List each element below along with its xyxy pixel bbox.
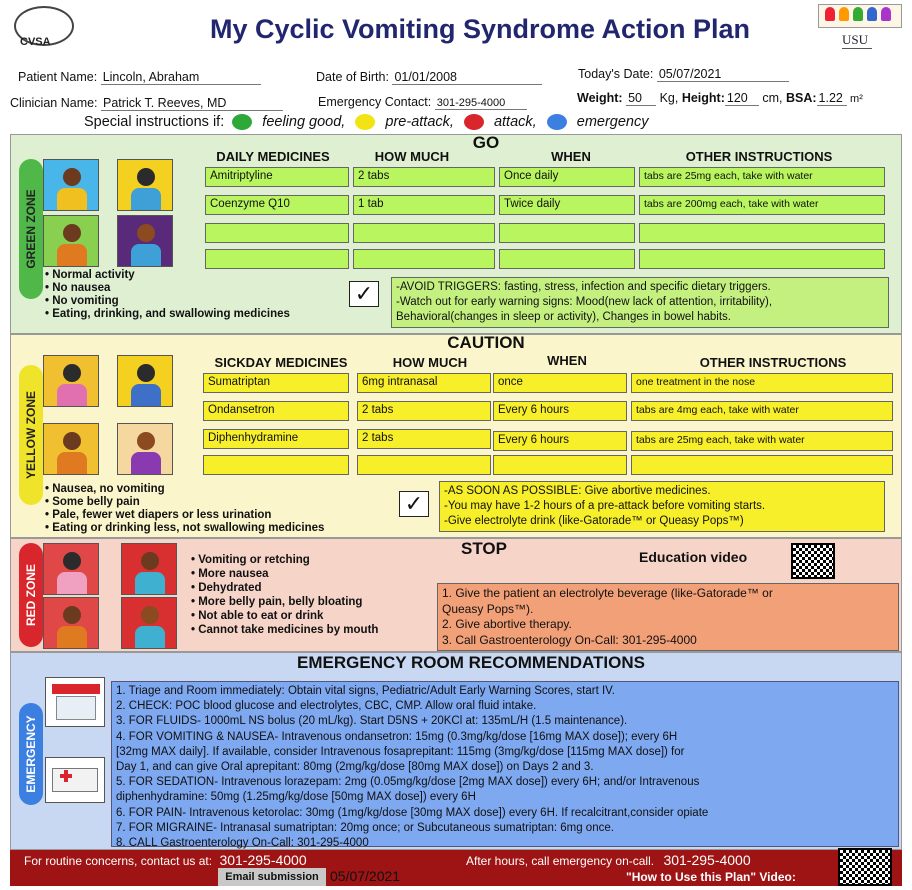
green-header-medicines: DAILY MEDICINES bbox=[216, 149, 330, 164]
green-med-2[interactable]: Coenzyme Q10 bbox=[205, 195, 349, 215]
email-submission-date: 05/07/2021 bbox=[330, 868, 401, 884]
er-line: 2. CHECK: POC blood glucose and electrolytes, CBC, CMP. Allow oral fluid intake. bbox=[116, 700, 537, 713]
emergency-zone bbox=[10, 652, 902, 850]
refusing-medicine-image bbox=[121, 597, 177, 649]
measurements-row bbox=[577, 91, 863, 106]
green-zone-title: GO bbox=[472, 133, 500, 152]
red-zone bbox=[10, 538, 902, 652]
red-symptom: • More belly pain, belly bloating bbox=[191, 596, 363, 608]
green-instr-2[interactable]: tabs are 200mg each, take with water bbox=[639, 195, 885, 215]
green-symptom: • No nausea bbox=[45, 282, 111, 294]
green-dot-icon bbox=[232, 114, 252, 130]
legend-attack: attack, bbox=[493, 114, 537, 130]
green-amount-1[interactable]: 2 tabs bbox=[353, 167, 495, 187]
running-child-image bbox=[43, 159, 99, 211]
emergency-contact-label: Emergency Contact: bbox=[318, 95, 432, 109]
green-when-3[interactable] bbox=[499, 223, 635, 243]
medicine-child-image bbox=[117, 355, 173, 407]
after-hours-phone[interactable]: 301-295-4000 bbox=[663, 852, 751, 868]
yellow-symptom: • Pale, fewer wet diapers or less urination bbox=[45, 509, 272, 521]
todays-date-field[interactable]: 05/07/2021 bbox=[657, 67, 789, 82]
emergency-contact-field[interactable]: 301-295-4000 bbox=[435, 97, 527, 110]
clinician-row bbox=[10, 96, 283, 111]
legend-pre-attack: pre-attack, bbox=[385, 114, 454, 130]
green-symptom: • No vomiting bbox=[45, 295, 119, 307]
red-symptom: • Cannot take medicines by mouth bbox=[191, 624, 379, 636]
emergency-recommendations bbox=[111, 681, 899, 850]
yellow-amount-3[interactable]: 2 tabs bbox=[357, 429, 491, 449]
email-submission-button[interactable]: Email submission bbox=[218, 868, 326, 886]
yellow-instr-1[interactable]: one treatment in the nose bbox=[631, 373, 893, 393]
yellow-note-line: -Give electrolyte drink (like-Gatorade™ or Queasy Pops™) bbox=[444, 515, 744, 527]
ambulance-icon bbox=[45, 757, 105, 803]
red-symptom: • More nausea bbox=[191, 568, 269, 580]
after-hours-contact bbox=[466, 852, 751, 868]
dob-row bbox=[316, 70, 542, 85]
height-field[interactable]: 120 bbox=[725, 91, 759, 106]
yellow-note-line: -You may have 1-2 hours of a pre-attack before vomiting starts. bbox=[444, 500, 766, 512]
red-dot-icon bbox=[464, 114, 484, 130]
green-symptom-list bbox=[45, 269, 290, 321]
green-symptom: • Eating, drinking, and swallowing medicines bbox=[45, 308, 290, 320]
height-unit: cm, bbox=[762, 91, 783, 105]
footer bbox=[10, 850, 902, 886]
er-line: 8. CALL Gastroenterology On-Call: 301-295-4000 bbox=[116, 837, 369, 850]
how-to-video-qr-icon[interactable] bbox=[838, 848, 892, 886]
yellow-zone-label: YELLOW ZONE bbox=[19, 365, 43, 505]
nauseous-child-image bbox=[43, 355, 99, 407]
er-line: 1. Triage and Room immediately: Obtain vital signs, Pediatric/Adult Early Warning Scores, start IV. bbox=[116, 685, 615, 697]
green-note-line: -Watch out for early warning signs: Mood(new lack of attention, irritability), bbox=[396, 296, 773, 308]
yellow-note-line: -AS SOON AS POSSIBLE: Give abortive medicines. bbox=[444, 485, 711, 497]
green-amount-3[interactable] bbox=[353, 223, 495, 243]
emergency-zone-title: EMERGENCY ROOM RECOMMENDATIONS bbox=[297, 653, 645, 672]
weight-field[interactable]: 50 bbox=[626, 91, 656, 106]
green-instr-3[interactable] bbox=[639, 223, 885, 243]
green-med-4[interactable] bbox=[205, 249, 349, 269]
yellow-when-2[interactable]: Every 6 hours bbox=[493, 401, 627, 421]
er-line: [32mg MAX daily]. If available, consider Intravenous fosaprepitant: 115mg (3mg/kg/dose [115mg MAX dose]) for bbox=[116, 745, 685, 758]
patient-name-label: Patient Name: bbox=[18, 70, 98, 84]
yellow-when-3[interactable]: Every 6 hours bbox=[493, 431, 627, 451]
green-instr-4[interactable] bbox=[639, 249, 885, 269]
green-header-instructions: OTHER INSTRUCTIONS bbox=[685, 149, 833, 164]
childrens-logo bbox=[818, 4, 902, 28]
green-header-how-much: HOW MUCH bbox=[374, 149, 450, 164]
dob-field[interactable]: 01/01/2008 bbox=[392, 70, 542, 85]
yellow-notes bbox=[439, 481, 885, 532]
green-when-4[interactable] bbox=[499, 249, 635, 269]
weight-unit: Kg, bbox=[659, 91, 679, 105]
yellow-header-medicines: SICKDAY MEDICINES bbox=[214, 355, 348, 370]
education-video-qr-icon[interactable] bbox=[791, 543, 835, 579]
green-when-2[interactable]: Twice daily bbox=[499, 195, 635, 215]
usu-logo bbox=[842, 32, 868, 48]
routine-contact bbox=[24, 852, 307, 868]
green-med-3[interactable] bbox=[205, 223, 349, 243]
green-amount-2[interactable]: 1 tab bbox=[353, 195, 495, 215]
er-line: 5. FOR SEDATION- Intravenous lorazepam: 2mg (0.05mg/kg/dose [2mg MAX dose]) every 6H; and/or Intravenous bbox=[116, 776, 700, 789]
green-when-1[interactable]: Once daily bbox=[499, 167, 635, 187]
red-symptom: • Vomiting or retching bbox=[191, 554, 310, 566]
emergency-zone-label: EMERGENCY bbox=[19, 703, 43, 805]
green-symptom: • Normal activity bbox=[45, 269, 135, 281]
drinking-child-image bbox=[117, 159, 173, 211]
er-line: diphenhydramine: 50mg (1.25mg/kg/dose [50mg MAX dose]) every 6H bbox=[116, 791, 476, 804]
routine-contact-label: For routine concerns, contact us at: bbox=[24, 854, 213, 868]
emergency-contact-row bbox=[318, 95, 527, 110]
routine-phone[interactable]: 301-295-4000 bbox=[219, 852, 307, 868]
yellow-instr-2[interactable]: tabs are 4mg each, take with water bbox=[631, 401, 893, 421]
yellow-when-4[interactable] bbox=[493, 455, 627, 475]
hospital-icon bbox=[45, 677, 105, 727]
er-line: 3. FOR FLUIDS- 1000mL NS bolus (20 mL/kg). Start D5NS + 20KCl at: 135mL/H (1.5 maintenance). bbox=[116, 715, 628, 728]
er-line: 6. FOR PAIN- Intravenous ketorolac: 30mg (1mg/kg/dose [30mg MAX dose]) every 6H. If recalcitrant,consider opiate bbox=[116, 806, 709, 819]
yellow-symptom: • Some belly pain bbox=[45, 496, 140, 508]
red-zone-title: STOP bbox=[461, 539, 507, 558]
not-eating-child-image bbox=[43, 597, 99, 649]
special-instructions-legend bbox=[84, 114, 648, 130]
happy-child-image bbox=[117, 215, 173, 267]
yellow-amount-4[interactable] bbox=[357, 455, 491, 475]
yellow-dot-icon bbox=[355, 114, 375, 130]
yellow-med-1[interactable]: Sumatriptan bbox=[203, 373, 349, 393]
green-med-1[interactable]: Amitriptyline bbox=[205, 167, 349, 187]
cvsa-logo-text: CVSA bbox=[20, 36, 51, 48]
yellow-zone bbox=[10, 334, 902, 538]
clinician-field[interactable]: Patrick T. Reeves, MD bbox=[101, 96, 283, 111]
legend-emergency: emergency bbox=[576, 114, 649, 130]
yellow-med-4[interactable] bbox=[203, 455, 349, 475]
yellow-instr-3[interactable]: tabs are 25mg each, take with water bbox=[631, 431, 893, 451]
yellow-amount-1[interactable]: 6mg intranasal bbox=[357, 373, 491, 393]
page-title: My Cyclic Vomiting Syndrome Action Plan bbox=[209, 14, 751, 44]
green-note-line: -AVOID TRIGGERS: fasting, stress, infection and specific dietary triggers. bbox=[396, 281, 771, 293]
sick-child-image bbox=[117, 423, 173, 475]
yellow-symptom-list bbox=[45, 483, 324, 535]
after-hours-label: After hours, call emergency on-call. bbox=[466, 854, 655, 868]
green-header-when: WHEN bbox=[551, 149, 591, 164]
blue-dot-icon bbox=[547, 114, 567, 130]
green-zone bbox=[10, 134, 902, 334]
yellow-header-instructions: OTHER INSTRUCTIONS bbox=[699, 355, 847, 370]
yellow-header-how-much: HOW MUCH bbox=[392, 355, 468, 370]
yellow-symptom: • Nausea, no vomiting bbox=[45, 483, 165, 495]
patient-name-row bbox=[18, 70, 261, 85]
todays-date-row bbox=[578, 67, 789, 82]
patient-name-field[interactable]: Lincoln, Abraham bbox=[101, 70, 261, 85]
green-checkbox[interactable]: ✓ bbox=[349, 281, 379, 307]
bsa-label: BSA: bbox=[785, 91, 817, 105]
yellow-instr-4[interactable] bbox=[631, 455, 893, 475]
yellow-amount-2[interactable]: 2 tabs bbox=[357, 401, 491, 421]
red-note-line: 2. Give abortive therapy. bbox=[442, 617, 572, 631]
red-notes bbox=[437, 583, 899, 651]
er-line: Day 1, and can give Oral aprepitant: 80mg (2mg/kg/dose [80mg MAX dose]) on Days 2 and 3. bbox=[116, 761, 594, 774]
er-line: 7. FOR MIGRAINE- Intranasal sumatriptan: 20mg once; or Subcutaneous sumatriptan: 6mg once. bbox=[116, 821, 614, 834]
red-note-line: 3. Call Gastroenterology On-Call: 301-295-4000 bbox=[442, 632, 697, 647]
education-video-label: Education video bbox=[639, 549, 748, 565]
cvsa-logo bbox=[10, 4, 80, 58]
bsa-unit: m² bbox=[850, 93, 863, 105]
tired-child-image bbox=[43, 423, 99, 475]
bsa-field[interactable]: 1.22 bbox=[817, 91, 847, 106]
dob-label: Date of Birth: bbox=[316, 70, 389, 84]
yellow-checkbox[interactable]: ✓ bbox=[399, 491, 429, 517]
yellow-med-2[interactable]: Ondansetron bbox=[203, 401, 349, 421]
eating-child-image bbox=[43, 215, 99, 267]
red-note-line: Queasy Pops™). bbox=[442, 601, 534, 616]
yellow-header-when: WHEN bbox=[547, 353, 587, 368]
todays-date-label: Today's Date: bbox=[578, 67, 654, 81]
green-zone-label: GREEN ZONE bbox=[19, 159, 43, 299]
height-label: Height: bbox=[681, 91, 725, 105]
legend-prefix: Special instructions if: bbox=[84, 114, 225, 130]
how-to-video-label: "How to Use this Plan" Video: bbox=[626, 870, 796, 884]
legend-feeling-good: feeling good, bbox=[262, 114, 346, 130]
er-line: 4. FOR VOMITING & NAUSEA- Intravenous ondansetron: 15mg (0.3mg/kg/dose [16mg MAX dose]); every 6H bbox=[116, 730, 678, 743]
yellow-zone-title: CAUTION bbox=[447, 333, 525, 352]
bloated-child-image bbox=[121, 543, 177, 595]
red-symptom: • Dehydrated bbox=[191, 582, 262, 594]
red-zone-label: RED ZONE bbox=[19, 543, 43, 647]
usu-logo-text: USU bbox=[842, 32, 869, 47]
green-notes bbox=[391, 277, 889, 328]
red-symptom-list bbox=[191, 553, 378, 637]
red-note-line: 1. Give the patient an electrolyte beverage (like-Gatorade™ or bbox=[442, 586, 773, 600]
clinician-label: Clinician Name: bbox=[10, 96, 98, 110]
vomiting-child-image bbox=[43, 543, 99, 595]
green-amount-4[interactable] bbox=[353, 249, 495, 269]
weight-label: Weight: bbox=[577, 91, 623, 105]
green-note-line: Behavioral(changes in sleep or activity), Changes in bowel habits. bbox=[396, 311, 731, 323]
yellow-med-3[interactable]: Diphenhydramine bbox=[203, 429, 349, 449]
green-instr-1[interactable]: tabs are 25mg each, take with water bbox=[639, 167, 885, 187]
red-symptom: • Not able to eat or drink bbox=[191, 610, 324, 622]
yellow-symptom: • Eating or drinking less, not swallowing medicines bbox=[45, 522, 325, 534]
yellow-when-1[interactable]: once bbox=[493, 373, 627, 393]
